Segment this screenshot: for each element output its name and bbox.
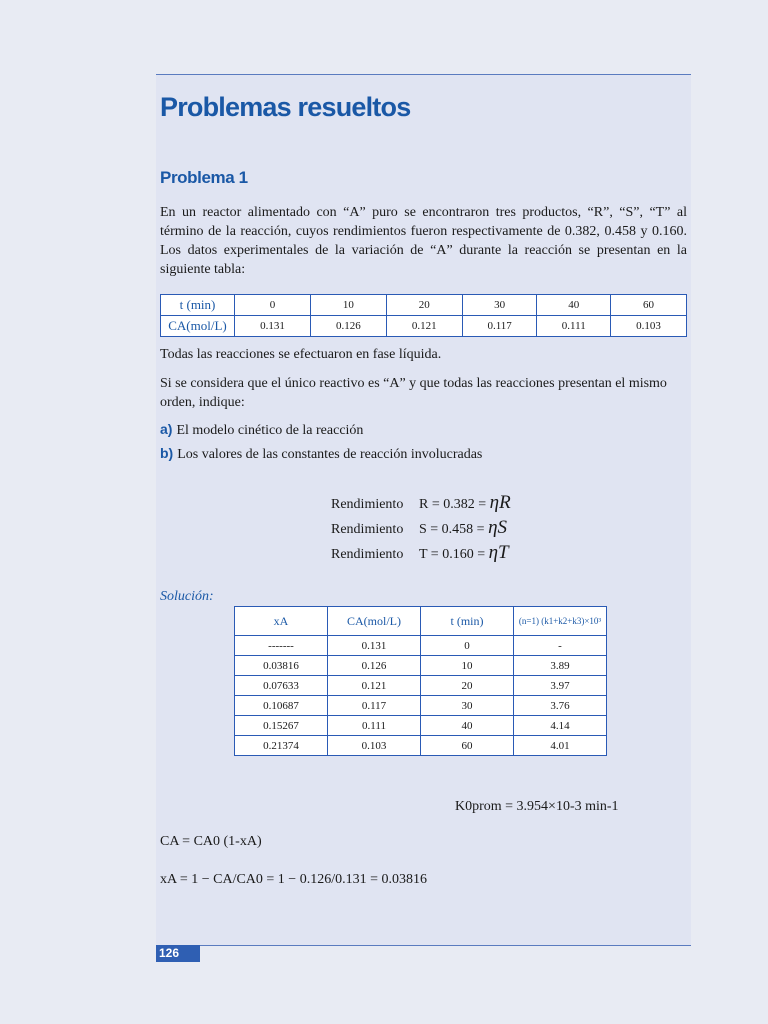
problem-heading: Problema 1 (160, 168, 248, 187)
table-cell: 3.76 (514, 696, 607, 716)
table-cell: 0.111 (537, 316, 611, 337)
list-text: Los valores de las constantes de reacción involucradas (177, 447, 483, 462)
solution-table (234, 606, 607, 756)
page-title: Problemas resueltos (160, 92, 411, 122)
yield-label: Rendimiento (331, 547, 404, 562)
table-cell: 0.126 (310, 316, 386, 337)
column-header: (n=1) (k1+k2+k3)×10³ (514, 607, 607, 636)
table-cell: 0.21374 (235, 736, 328, 756)
data-table (160, 294, 687, 337)
table-cell: 0.103 (611, 316, 687, 337)
table-cell: 10 (421, 656, 514, 676)
table-row (235, 656, 607, 676)
table-cell: ------- (235, 636, 328, 656)
k-prom-equation: K0prom = 3.954×10-3 min-1 (455, 799, 619, 814)
yield-label: Rendimiento (331, 497, 404, 512)
table-row (161, 316, 687, 337)
table-cell: 0.111 (328, 716, 421, 736)
table-cell: 0.117 (328, 696, 421, 716)
table-cell: 60 (611, 295, 687, 316)
yield-eta: ηT (488, 542, 509, 563)
yield-line (331, 517, 507, 539)
row-label-ca: CA(mol/L) (161, 316, 235, 337)
table-cell: 0.03816 (235, 656, 328, 676)
yield-expression: S = 0.458 = (419, 522, 489, 537)
yield-expression: R = 0.382 = (419, 497, 490, 512)
table-row (235, 676, 607, 696)
table-cell: 0.117 (462, 316, 537, 337)
list-marker: a) (160, 421, 173, 437)
table-cell: 20 (421, 676, 514, 696)
bottom-rule (156, 945, 691, 946)
yield-expression: T = 0.160 = (419, 547, 489, 562)
table-cell: 0.10687 (235, 696, 328, 716)
table-cell: 30 (421, 696, 514, 716)
yield-line (331, 542, 509, 564)
table-row (235, 636, 607, 656)
list-marker: b) (160, 445, 174, 461)
table-cell: - (514, 636, 607, 656)
table-cell: 30 (462, 295, 537, 316)
table-cell: 0.121 (328, 676, 421, 696)
table-cell: 60 (421, 736, 514, 756)
row-label-t: t (min) (161, 295, 235, 316)
ca-equation: CA = CA0 (1-xA) (160, 834, 262, 849)
yield-eta: ηR (489, 492, 511, 513)
table-cell: 0.126 (328, 656, 421, 676)
note-same-order: Si se considera que el único reactivo es “A” y que todas las reacciones presentan el mismo orden, indique: (160, 376, 667, 410)
table-cell: 0.131 (328, 636, 421, 656)
table-cell: 40 (421, 716, 514, 736)
table-cell: 20 (386, 295, 462, 316)
solution-label: Solución: (160, 589, 214, 604)
table-cell: 40 (537, 295, 611, 316)
table-cell: 0 (235, 295, 311, 316)
table-header-row (235, 607, 607, 636)
table-cell: 4.01 (514, 736, 607, 756)
yield-line (331, 492, 511, 514)
column-header: t (min) (421, 607, 514, 636)
table-cell: 4.14 (514, 716, 607, 736)
table-cell: 0.15267 (235, 716, 328, 736)
yield-label: Rendimiento (331, 522, 404, 537)
list-item (160, 445, 482, 463)
table-cell: 0.07633 (235, 676, 328, 696)
table-row (161, 295, 687, 316)
table-cell: 3.97 (514, 676, 607, 696)
page-number: 126 (156, 945, 200, 962)
table-cell: 0.121 (386, 316, 462, 337)
column-header: CA(mol/L) (328, 607, 421, 636)
table-cell: 10 (310, 295, 386, 316)
list-text: El modelo cinético de la reacción (176, 423, 364, 438)
note-liquid-phase: Todas las reacciones se efectuaron en fase líquida. (160, 347, 442, 362)
problem-statement: En un reactor alimentado con “A” puro se encontraron tres productos, “R”, “S”, “T” al término de la reacción, cuyos rendimientos fueron respectivamente de 0.382, 0.458 y 0.160. Los datos experimentales de la variación de “A” durante la reacción se presentan en la siguiente tabla: (160, 205, 687, 277)
yield-eta: ηS (488, 517, 508, 538)
column-header: xA (235, 607, 328, 636)
xa-equation: xA = 1 − CA/CA0 = 1 − 0.126/0.131 = 0.03816 (160, 872, 427, 887)
table-cell: 0 (421, 636, 514, 656)
table-row (235, 736, 607, 756)
table-row (235, 716, 607, 736)
list-item (160, 421, 363, 439)
table-cell: 3.89 (514, 656, 607, 676)
table-cell: 0.131 (235, 316, 311, 337)
table-row (235, 696, 607, 716)
table-cell: 0.103 (328, 736, 421, 756)
